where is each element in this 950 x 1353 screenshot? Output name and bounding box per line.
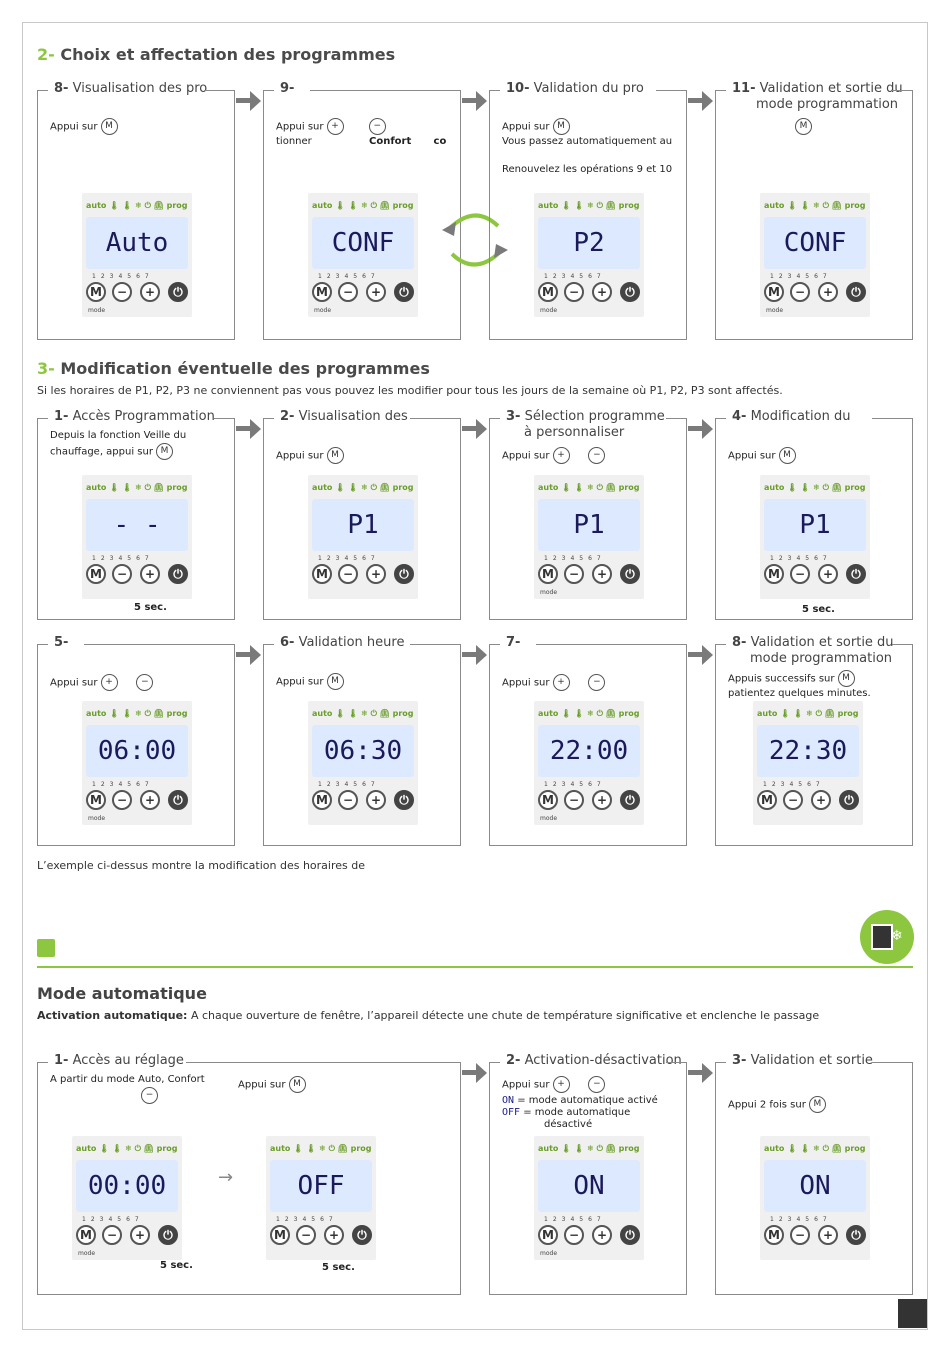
step-box <box>489 1053 687 1295</box>
plus-button-icon: + <box>553 447 570 464</box>
section-divider <box>37 966 913 968</box>
thermostat-device: auto 🌡 🌡 ❄ ⏻ ⏲ prog ON 1234567 M − + ⏻ mode <box>534 1136 644 1260</box>
arrow-right-icon <box>462 418 488 440</box>
thermostat-device: auto 🌡 🌡 ❄ ⏻ ⏲ prog 00:00 1234567 M − + ⏻ mode <box>72 1136 182 1260</box>
step-title: 2- Visualisation des <box>276 409 412 425</box>
arrow-right-icon <box>236 418 262 440</box>
plus-button-icon: + <box>327 118 344 135</box>
lcd-display: 00:00 <box>76 1160 178 1212</box>
arrow-right-icon <box>688 644 714 666</box>
thermostat-device: auto 🌡 🌡 ❄ ⏻ ⏲ prog OFF 1234567 M − + ⏻ <box>266 1136 376 1260</box>
thermostat-device: auto 🌡 🌡 ❄ ⏻ ⏲ prog P2 1234567 M − + ⏻ mode <box>534 193 644 317</box>
lcd-display: ON <box>764 1160 866 1212</box>
step-text: Appui sur M <box>728 447 796 464</box>
step-title: 3- Sélection programme à personnaliser <box>502 409 669 441</box>
step-title: 4- Modification du <box>728 409 854 425</box>
m-button-icon: M <box>553 118 570 135</box>
section-title-text: Choix et affectation des programmes <box>60 45 396 64</box>
arrow-right-icon <box>688 90 714 112</box>
step-title: 1- Accès au réglage <box>50 1053 188 1069</box>
step-text: Appui sur M Vous passez automatiquement au Renouvelez les opérations 9 et 10 <box>502 118 672 177</box>
lcd-display: P1 <box>538 499 640 551</box>
step-text: Appuis successifs sur M patientez quelques minutes. <box>728 670 871 701</box>
step-box <box>715 1053 913 1295</box>
m-button-icon: M <box>327 447 344 464</box>
thermostat-device: auto 🌡 🌡 ❄ ⏻ ⏲ prog P1 1234567 M − + ⏻ <box>760 475 870 599</box>
step-box <box>263 635 461 846</box>
step-text: Appui sur M <box>238 1076 306 1093</box>
m-button-icon: M <box>156 443 173 460</box>
thermostat-device: auto 🌡 🌡 ❄ ⏻ ⏲ prog 06:00 1234567 M − + ⏻ mode <box>82 701 192 825</box>
step-text: Appui sur + − <box>502 1076 605 1093</box>
m-button-icon: M <box>838 670 855 687</box>
m-button-icon: M <box>101 118 118 135</box>
m-button-icon: M <box>779 447 796 464</box>
thermostat-device: auto 🌡 🌡 ❄ ⏻ ⏲ prog 22:30 1234567 M − + ⏻ <box>753 701 863 825</box>
plus-button-icon: + <box>553 674 570 691</box>
step-text: A partir du mode Auto, Confort − <box>50 1073 205 1104</box>
step-box <box>715 635 913 846</box>
section-3-title: 3- Modification éventuelle des programmes <box>37 359 430 378</box>
step-title: 11- Validation et sortie du mode programmation <box>728 81 907 113</box>
thermostat-device: auto 🌡 🌡 ❄ ⏻ ⏲ prog Auto 1234567 M − + ⏻ mode <box>82 193 192 317</box>
lcd-display: CONF <box>312 217 414 269</box>
step-text: Depuis la fonction Veille du chauffage, appui sur M <box>50 429 186 460</box>
step-title: 9- <box>276 81 298 97</box>
lcd-display: P1 <box>764 499 866 551</box>
lcd-display: OFF <box>270 1160 372 1212</box>
lcd-display: P1 <box>312 499 414 551</box>
duration-note: 5 sec. <box>134 602 167 613</box>
lcd-display: Auto <box>86 217 188 269</box>
m-button-icon: M <box>289 1076 306 1093</box>
step-box <box>489 81 687 340</box>
step-title: 8- Visualisation des pro <box>50 81 211 97</box>
step-title: 2- Activation-désactivation <box>502 1053 686 1069</box>
step-title: 8- Validation et sortie du mode programmation <box>728 635 898 667</box>
minus-button-icon: − <box>141 1087 158 1104</box>
step-box <box>263 409 461 620</box>
step-text: Appui sur + − tionner Confort co <box>276 118 446 149</box>
step-box <box>37 1053 461 1295</box>
step-text: Appui sur + − <box>502 447 605 464</box>
step-text: Appui sur M <box>276 447 344 464</box>
step-box <box>489 409 687 620</box>
minus-button-icon: − <box>588 1076 605 1093</box>
section-4-title: Mode automatique <box>37 984 207 1003</box>
step-box <box>489 635 687 846</box>
m-button-icon: M <box>327 673 344 690</box>
step-title: 3- Validation et sortie <box>728 1053 877 1069</box>
lcd-display: ON <box>538 1160 640 1212</box>
section-3-footnote: L’exemple ci-dessus montre la modification des horaires de <box>37 859 366 872</box>
duration-note: 5 sec. <box>160 1260 193 1271</box>
thermostat-device: auto 🌡 🌡 ❄ ⏻ ⏲ prog CONF 1234567 M − + ⏻ mode <box>760 193 870 317</box>
minus-button-icon: − <box>136 674 153 691</box>
page-corner-marker <box>898 1299 927 1328</box>
lcd-display: 06:00 <box>86 725 188 777</box>
step-title: 7- <box>502 635 524 651</box>
minus-button-icon: − <box>369 118 386 135</box>
step-title: 5- <box>50 635 72 651</box>
lcd-display: CONF <box>764 217 866 269</box>
lcd-display: 06:30 <box>312 725 414 777</box>
arrow-right-icon <box>236 644 262 666</box>
section-marker <box>37 939 55 957</box>
arrow-right-icon <box>462 1062 488 1084</box>
plus-button-icon: + <box>101 674 118 691</box>
step-legend: ON = mode automatique activé OFF = mode automatique désactivé <box>502 1095 658 1130</box>
step-title: 10- Validation du pro <box>502 81 648 97</box>
section-4-intro: Activation automatique: A chaque ouverture de fenêtre, l’appareil détecte une chute de température significative et enclenche le passage <box>37 1009 820 1022</box>
arrow-right-icon <box>236 90 262 112</box>
step-title: 1- Accès Programmation <box>50 409 219 425</box>
thermostat-device: auto 🌡 🌡 ❄ ⏻ ⏲ prog P1 1234567 M − + ⏻ mode <box>534 475 644 599</box>
minus-button-icon: − <box>588 447 605 464</box>
step-box <box>263 81 461 340</box>
step-text: Appui sur + − <box>502 674 605 691</box>
step-text: Appui sur M <box>50 118 118 135</box>
step-text: Appui sur + − <box>50 674 153 691</box>
step-title: 6- Validation heure <box>276 635 408 651</box>
step-text: Appui 2 fois sur M <box>728 1096 826 1113</box>
arrow-right-icon <box>462 90 488 112</box>
arrow-right-icon <box>688 1062 714 1084</box>
plus-button-icon: + <box>553 1076 570 1093</box>
lcd-display: 22:00 <box>538 725 640 777</box>
duration-note: 5 sec. <box>322 1262 355 1273</box>
section-number: 2- <box>37 45 55 64</box>
step-text: Appui sur M <box>276 673 344 690</box>
step-box <box>37 81 235 340</box>
step-box <box>37 635 235 846</box>
step-box <box>37 409 235 620</box>
step-text <box>792 118 812 135</box>
thermostat-device: auto 🌡 🌡 ❄ ⏻ ⏲ prog ON 1234567 M − + ⏻ <box>760 1136 870 1260</box>
section-2-title <box>37 45 395 64</box>
step-box <box>715 81 913 340</box>
thermostat-device: auto 🌡 🌡 ❄ ⏻ ⏲ prog 06:30 1234567 M − + ⏻ <box>308 701 418 825</box>
section-3-intro: Si les horaires de P1, P2, P3 ne conviennent pas vous pouvez les modifier pour tous les jours de la semaine où P1, P2, P3 sont affectés. <box>37 384 783 397</box>
step-box <box>715 409 913 620</box>
lcd-display: 22:30 <box>757 725 859 777</box>
window-open-icon: ❄ <box>860 910 914 964</box>
lcd-display: P2 <box>538 217 640 269</box>
minus-button-icon: − <box>588 674 605 691</box>
duration-note: 5 sec. <box>802 604 835 615</box>
arrow-right-icon <box>688 418 714 440</box>
lcd-display: - - <box>86 499 188 551</box>
thermostat-device: auto 🌡 🌡 ❄ ⏻ ⏲ prog CONF 1234567 M − + ⏻ mode <box>308 193 418 317</box>
thermostat-device: auto 🌡 🌡 ❄ ⏻ ⏲ prog P1 1234567 M − + ⏻ <box>308 475 418 599</box>
thermostat-device: auto 🌡 🌡 ❄ ⏻ ⏲ prog - - 1234567 M − + ⏻ <box>82 475 192 599</box>
m-button-icon: M <box>809 1096 826 1113</box>
thermostat-device: auto 🌡 🌡 ❄ ⏻ ⏲ prog 22:00 1234567 M − + ⏻ mode <box>534 701 644 825</box>
m-button-icon: M <box>795 118 812 135</box>
arrow-right-icon <box>462 644 488 666</box>
arrow-right-icon: → <box>218 1167 234 1188</box>
